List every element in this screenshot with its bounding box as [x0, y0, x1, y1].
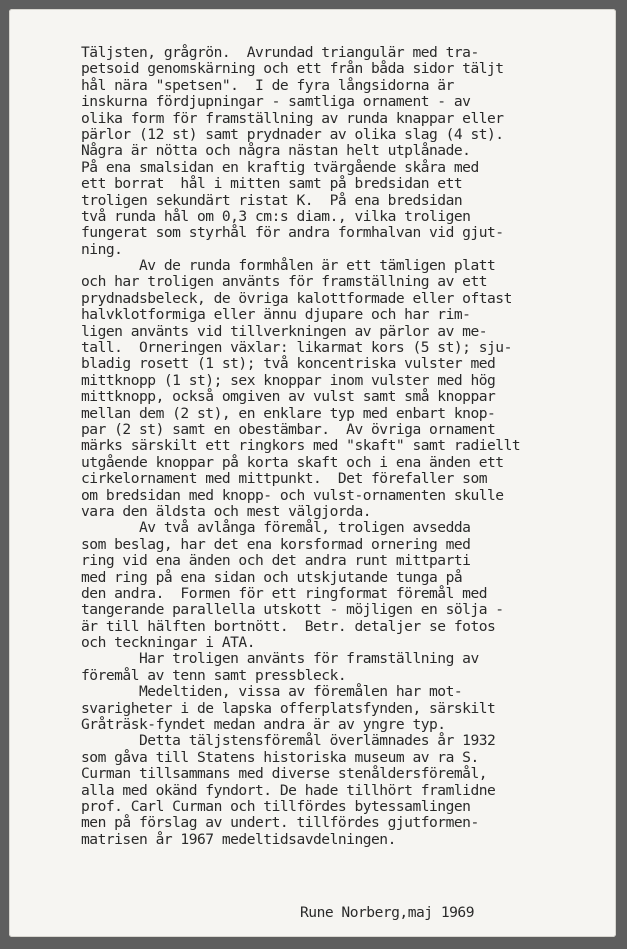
text-line: fungerat som styrhål för andra formhalvan vid gjut-	[81, 224, 504, 242]
text-line: På ena smalsidan en kraftig tvärgående skåra med	[81, 158, 479, 176]
text-line: cirkelornament med mittpunkt. Det förefaller som	[81, 470, 488, 488]
text-line: olika form för framställning av runda knappar eller	[81, 109, 504, 127]
text-line: matrisen år 1967 medeltidsavdelningen.	[81, 830, 396, 848]
text-line: Curman tillsammans med diverse stenåldersföremål,	[81, 765, 488, 783]
text-line: och har troligen använts för framställning av ett	[81, 273, 488, 291]
text-line: Några är nötta och några nästan helt utplånade.	[81, 142, 471, 160]
text-line: alla med okänd fyndort. De hade tillhört framlidne	[81, 781, 496, 799]
text-line: Av de runda formhålen är ett tämligen platt	[81, 257, 496, 275]
text-line: ring vid ena änden och det andra runt mittparti	[81, 552, 471, 570]
text-line: föremål av tenn samt pressbleck.	[81, 666, 347, 684]
text-line: ning.	[81, 240, 123, 258]
text-line: och teckningar i ATA.	[81, 634, 256, 652]
text-line: par (2 st) samt en obestämbar. Av övriga ornament	[81, 420, 496, 438]
text-line: bladig rosett (1 st); två koncentriska vulster med	[81, 355, 496, 373]
text-line: utgående knoppar på korta skaft och i ena änden ett	[81, 453, 504, 471]
typed-text-body	[81, 45, 621, 848]
text-line: två runda hål om 0,3 cm:s diam., vilka troligen	[81, 207, 471, 225]
text-line: Medeltiden, vissa av föremålen har mot-	[81, 683, 463, 701]
signature-line: Rune Norberg,maj 1969	[300, 904, 475, 921]
text-line: ett borrat hål i mitten samt på bredsidan ett	[81, 175, 463, 193]
text-line: hål nära "spetsen". I de fyra långsidorna är	[81, 76, 454, 94]
text-line: tangerande parallella utskott - möjligen en sölja -	[81, 601, 504, 619]
text-line: svarigheter i de lapska offerplatsfynden, särskilt	[81, 699, 496, 717]
text-line: troligen sekundärt ristat K. På ena bredsidan	[81, 191, 463, 209]
text-line: Gråträsk-fyndet medan andra är av yngre typ.	[81, 716, 446, 734]
text-line: om bredsidan med knopp- och vulst-ornamenten skulle	[81, 486, 504, 504]
text-line: som beslag, har det ena korsformad ornering med	[81, 535, 471, 553]
text-line: mittknopp (1 st); sex knoppar inom vulster med hög	[81, 371, 496, 389]
text-line: Täljsten, grågrön. Avrundad triangulär med tra-	[81, 44, 479, 61]
text-line: ligen använts vid tillverkningen av pärlor av me-	[81, 322, 488, 340]
text-line: prydnadsbeleck, de övriga kalottformade eller oftast	[81, 289, 512, 307]
text-line: halvklotformiga eller ännu djupare och har rim-	[81, 306, 471, 324]
text-line: med ring på ena sidan och utskjutande tunga på	[81, 568, 463, 586]
text-line: vara den äldsta och mest välgjorda.	[81, 502, 372, 520]
text-line: märks särskilt ett ringkors med "skaft" samt radiellt	[81, 437, 521, 455]
text-line: inskurna fördjupningar - samtliga ornament - av	[81, 93, 471, 111]
text-line: är till hälften bortnött. Betr. detaljer se fotos	[81, 617, 496, 635]
text-line: men på förslag av undert. tillfördes gjutformen-	[81, 814, 479, 832]
text-line: mellan dem (2 st), en enklare typ med enbart knop-	[81, 404, 496, 422]
text-line: tall. Orneringen växlar: likarmat kors (5 st); sju-	[81, 339, 512, 357]
text-line: Har troligen använts för framställning av	[81, 650, 479, 668]
text-line: som gåva till Statens historiska museum av ra S.	[81, 748, 479, 766]
text-line: pärlor (12 st) samt prydnader av olika slag (4 st).	[81, 125, 504, 143]
text-line: mittknopp, också omgiven av vulst samt små knoppar	[81, 388, 496, 406]
text-line: Detta täljstensföremål överlämnades år 1932	[81, 732, 496, 750]
text-line: Av två avlånga föremål, troligen avsedda	[81, 519, 471, 537]
text-line: prof. Carl Curman och tillfördes bytessamlingen	[81, 797, 471, 815]
text-line: petsoid genomskärning och ett från båda sidor täljt	[81, 60, 504, 78]
text-line: den andra. Formen för ett ringformat föremål med	[81, 584, 488, 602]
